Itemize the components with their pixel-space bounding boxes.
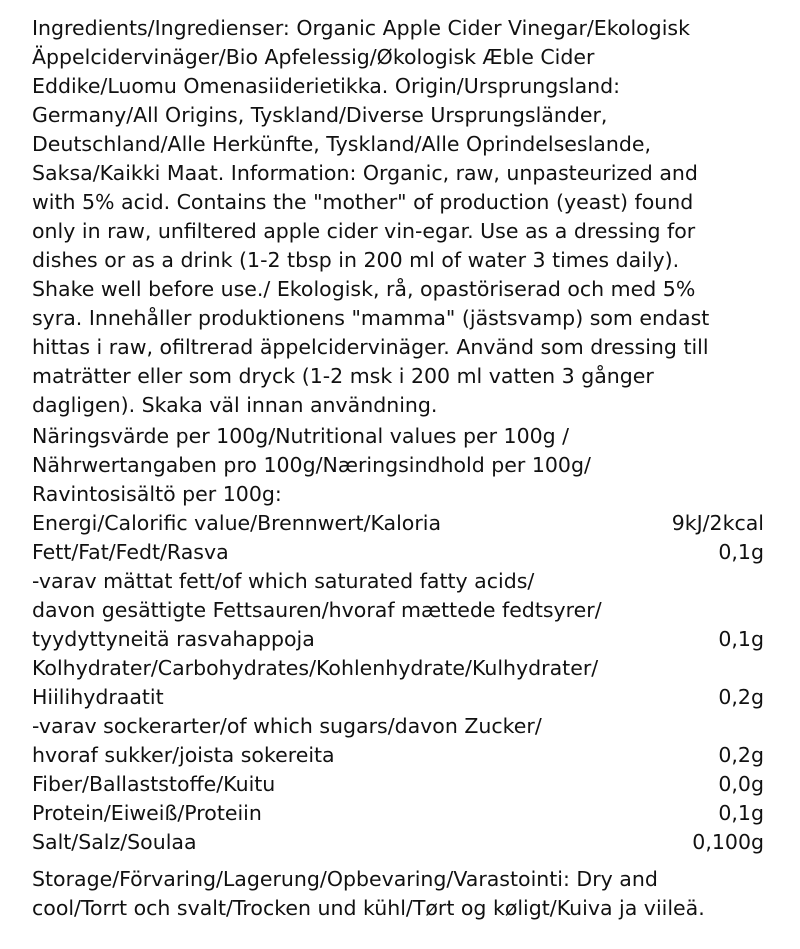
ingredients-line: Saksa/Kaikki Maat. Information: Organic, raw, unpasteurized and (32, 161, 698, 185)
nutrient-label: Protein/Eiweiß/Proteiin (32, 801, 262, 825)
nutrient-value: 0,100g (692, 830, 764, 854)
nutrient-value: 9kJ/2kcal (671, 511, 764, 535)
ingredients-line: dishes or as a drink (1-2 tbsp in 200 ml of water 3 times daily). (32, 248, 680, 272)
nutrient-label: Hiilihydraatit (32, 685, 164, 709)
nutrient-label: Fett/Fat/Fedt/Rasva (32, 540, 229, 564)
nutrient-value: 0,1g (718, 627, 764, 651)
nutrition-row-carbohydrates (32, 683, 764, 712)
storage-line: Storage/Förvaring/Lagerung/Opbevaring/Varastointi: Dry and (32, 867, 658, 891)
nutrient-label: hvoraf sukker/joista sokereita (32, 743, 335, 767)
ingredients-line: Deutschland/Alle Herkünfte, Tyskland/Alle Oprindelseslande, (32, 132, 651, 156)
nutrient-value: 0,0g (718, 772, 764, 796)
ingredients-line: Eddike/Luomu Omenasiiderietikka. Origin/Ursprungsland: (32, 74, 621, 98)
storage-line: cool/Torrt och svalt/Trocken und kühl/Tørt og køligt/Kuiva ja viileä. (32, 896, 705, 920)
ingredients-section (32, 14, 772, 420)
nutrient-value: 0,1g (718, 801, 764, 825)
ingredients-line: with 5% acid. Contains the "mother" of production (yeast) found (32, 190, 694, 214)
nutrition-section (32, 422, 772, 857)
nutrient-label: tyydyttyneitä rasvahappoja (32, 627, 315, 651)
nutrition-row-fiber (32, 770, 764, 799)
ingredients-line: Germany/All Origins, Tyskland/Diverse Ursprungsländer, (32, 103, 608, 127)
ingredients-line: Ingredients/Ingredienser: Organic Apple Cider Vinegar/Ekologisk (32, 16, 690, 40)
nutrient-label: Fiber/Ballaststoffe/Kuitu (32, 772, 276, 796)
nutrient-value: 0,2g (718, 743, 764, 767)
nutrient-label: -varav sockerarter/of which sugars/davon Zucker/ (32, 714, 542, 738)
ingredients-line: Äppelcidervinäger/Bio Apfelessig/Økologisk Æble Cider (32, 45, 595, 69)
ingredients-line: Shake well before use./ Ekologisk, rå, opastöriserad och med 5% (32, 277, 696, 301)
nutrient-label: Salt/Salz/Soulaa (32, 830, 197, 854)
nutrition-row-sugars (32, 741, 764, 770)
ingredients-line: hittas i raw, ofiltrerad äppelcidervinäger. Använd som dressing till (32, 335, 709, 359)
ingredients-line: maträtter eller som dryck (1-2 msk i 200 ml vatten 3 gånger (32, 364, 654, 388)
ingredients-line: syra. Innehåller produktionens "mamma" (jästsvamp) som endast (32, 306, 710, 330)
nutrition-row-energy (32, 509, 764, 538)
nutrition-header-line: Näringsvärde per 100g/Nutritional values per 100g / (32, 424, 570, 448)
nutrient-value: 0,2g (718, 685, 764, 709)
storage-section (32, 865, 772, 923)
nutrient-label: Kolhydrater/Carbohydrates/Kohlenhydrate/Kulhydrater/ (32, 656, 599, 680)
nutrient-label: -varav mättat fett/of which saturated fatty acids/ (32, 569, 535, 593)
nutrition-row-saturated-fat (32, 625, 764, 654)
nutrition-row-salt (32, 828, 764, 857)
nutrition-header-line: Nährwertangaben pro 100g/Næringsindhold per 100g/ (32, 453, 591, 477)
nutrition-header-line: Ravintosisältö per 100g: (32, 482, 282, 506)
nutrition-row-protein (32, 799, 764, 828)
nutrition-row-fat (32, 538, 764, 567)
nutrient-value: 0,1g (718, 540, 764, 564)
ingredients-line: only in raw, unfiltered apple cider vin-egar. Use as a dressing for (32, 219, 696, 243)
nutrient-label: Energi/Calorific value/Brennwert/Kaloria (32, 511, 442, 535)
ingredients-line: dagligen). Skaka väl innan användning. (32, 393, 438, 417)
nutrient-label: davon gesättigte Fettsauren/hvoraf mættede fedtsyrer/ (32, 598, 602, 622)
